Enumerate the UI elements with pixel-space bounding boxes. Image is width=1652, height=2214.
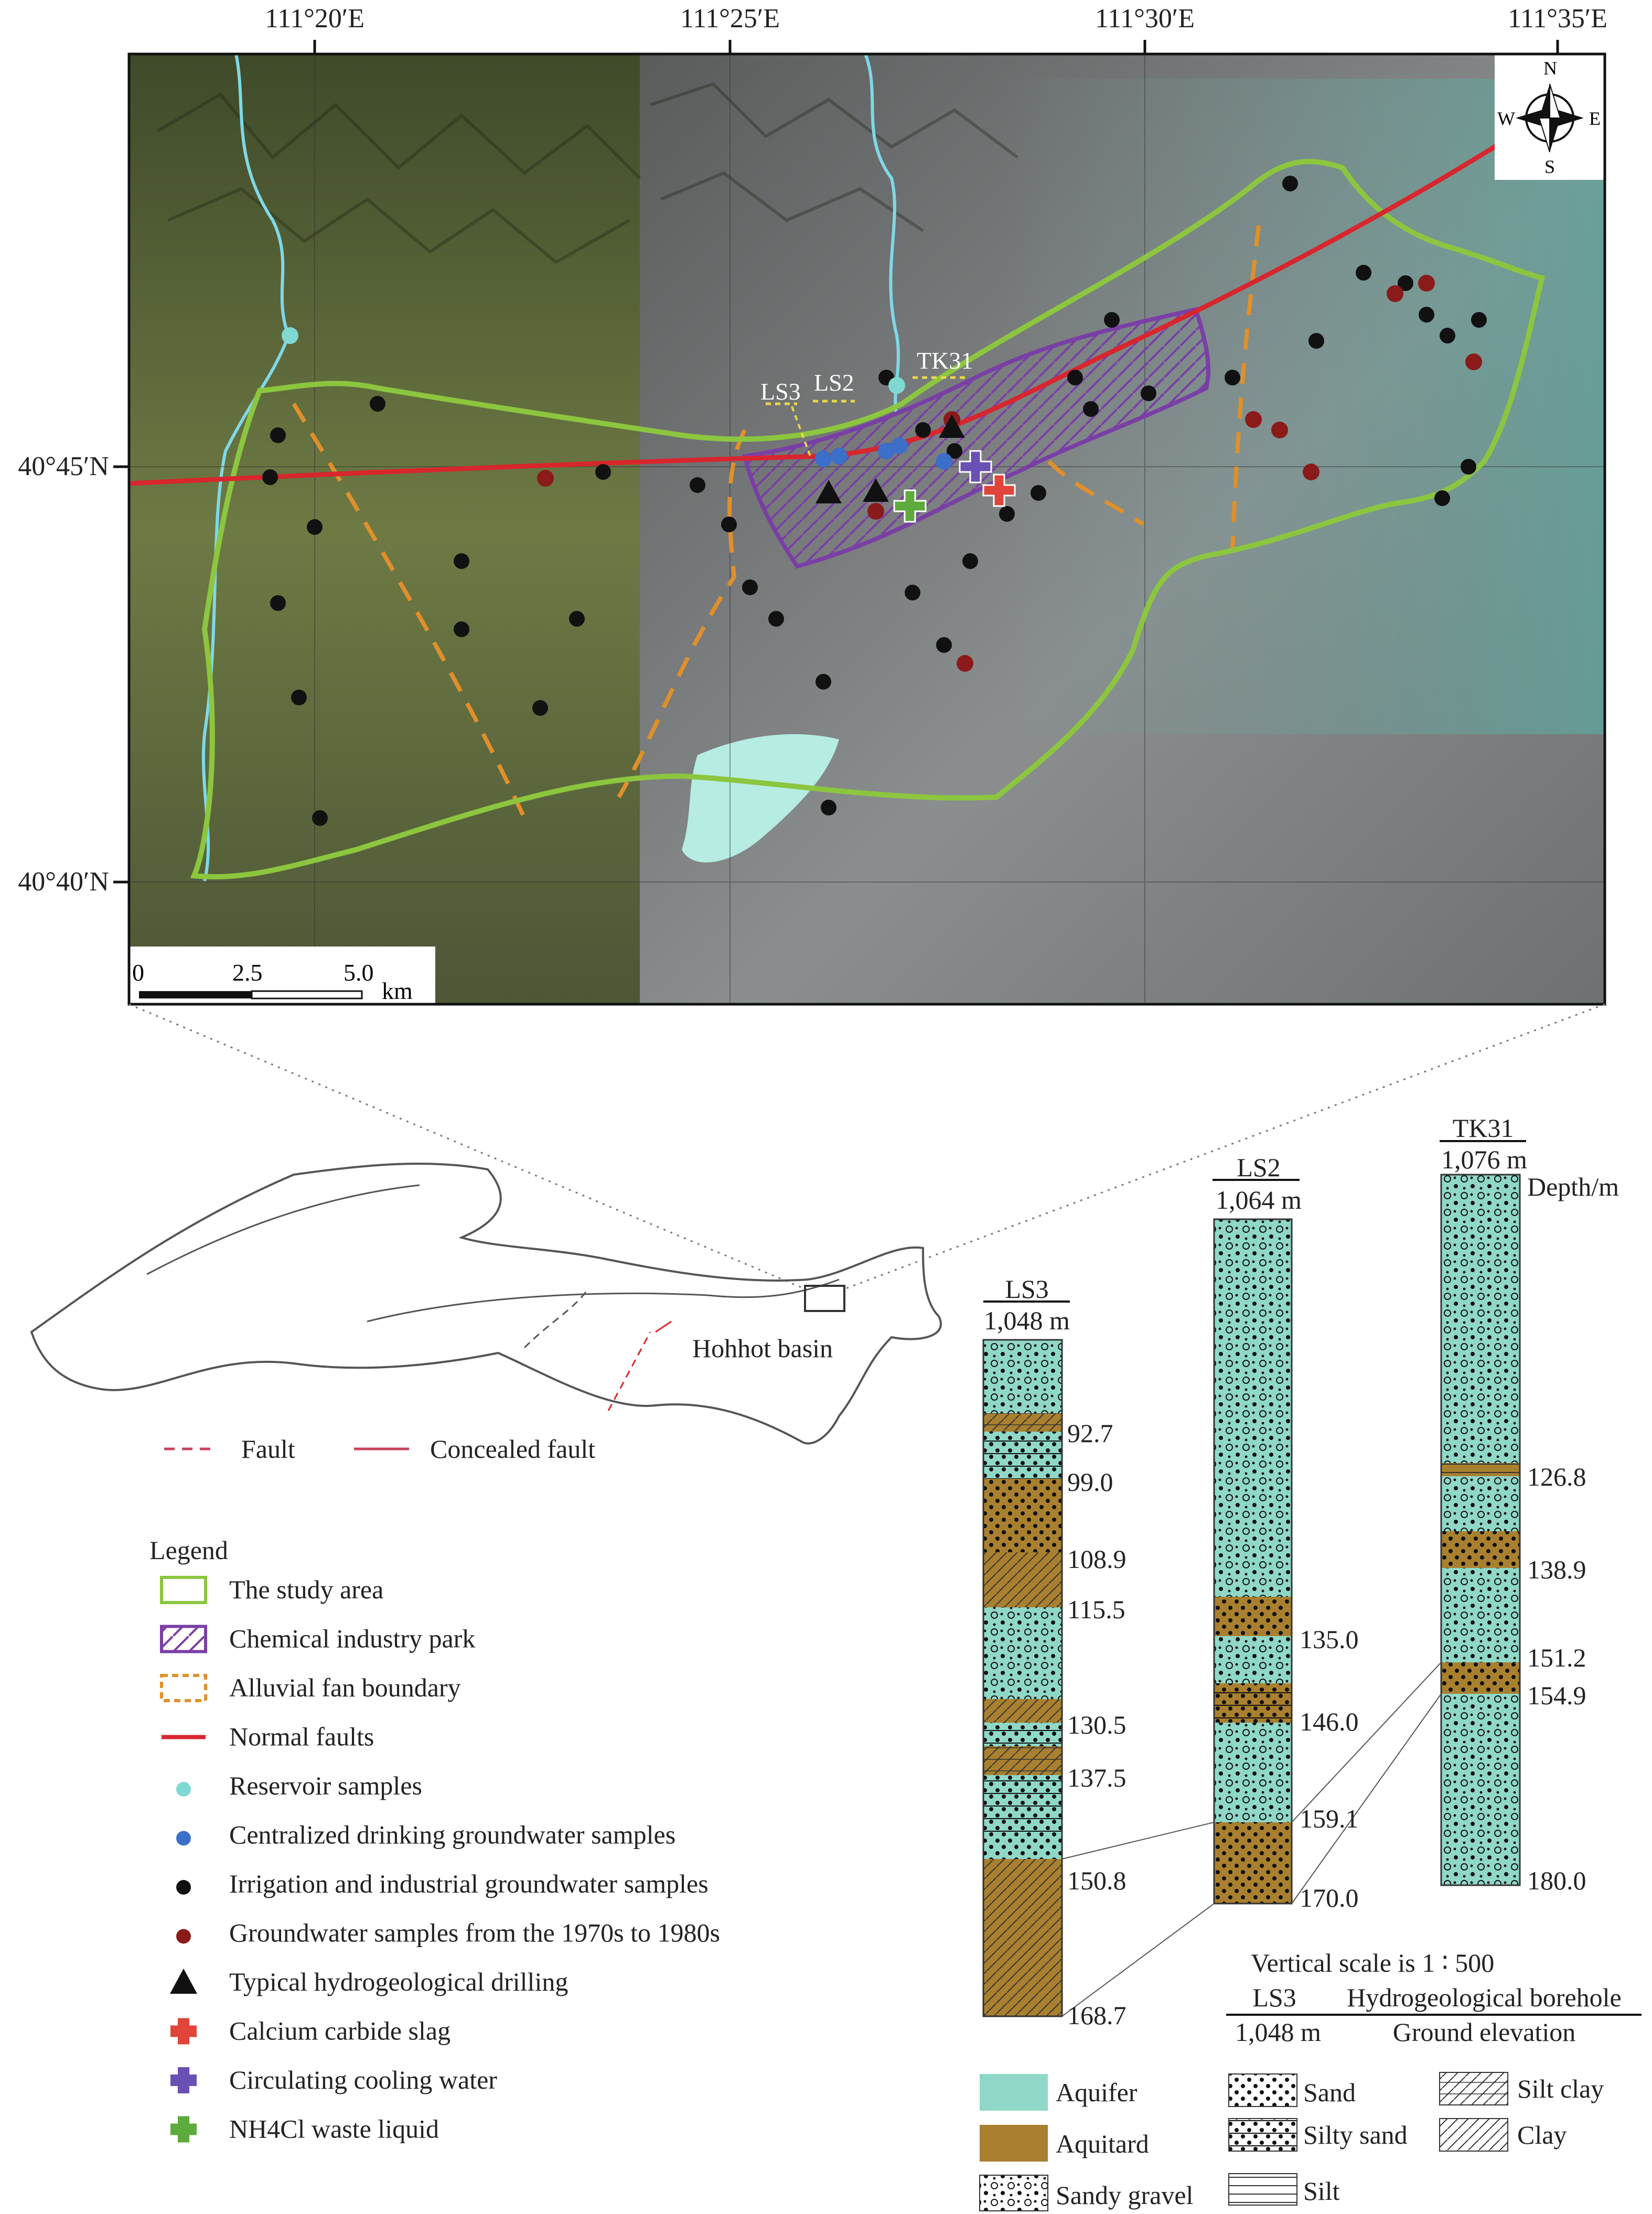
legend-label: Reservoir samples [229, 1771, 422, 1800]
key-elevation-desc: Ground elevation [1392, 2017, 1576, 2047]
vertical-scale: Vertical scale is 1 ∶ 500 [1251, 1948, 1495, 1977]
aquitard-label: Aquitard [1056, 2129, 1149, 2158]
legend-row-normal-fault [162, 1722, 374, 1751]
aquitard-swatch [980, 2125, 1048, 2162]
legend-label: Alluvial fan boundary [229, 1673, 461, 1702]
legend-row-reservoir-dot [176, 1771, 422, 1800]
inset-fault-label: Fault [241, 1434, 295, 1464]
silt-clay-label: Silt clay [1517, 2074, 1604, 2103]
ls2-depth: 146.0 [1300, 1707, 1359, 1736]
scale-tick-25: 2.5 [232, 959, 263, 986]
legend-label: Groundwater samples from the 1970s to 1980s [229, 1918, 720, 1948]
map-label-tk31: TK31 [917, 347, 973, 374]
ls3-depth: 168.7 [1067, 2001, 1127, 2030]
legend-symbol-historic-dot [176, 1929, 191, 1944]
key-elevation: 1,048 m [1235, 2017, 1321, 2047]
legend-label: Irrigation and industrial groundwater samples [229, 1869, 709, 1898]
depth-label: Depth/m [1527, 1172, 1619, 1201]
ls3-depth: 130.5 [1067, 1710, 1127, 1739]
compass-e: E [1589, 108, 1601, 129]
tk31-depth: 151.2 [1527, 1643, 1586, 1672]
legend-symbol-study-area [162, 1577, 206, 1603]
aquifer-swatch [980, 2074, 1048, 2111]
legend-symbol-irrigation-dot [176, 1880, 191, 1895]
legend-symbol-alluvial-fan [162, 1675, 206, 1701]
lithology-key [980, 2072, 1604, 2211]
clay-label: Clay [1517, 2120, 1567, 2149]
legend-row-irrigation-dot [176, 1869, 709, 1898]
silt-clay-swatch [1440, 2072, 1508, 2105]
tk31-depth: 154.9 [1527, 1681, 1586, 1710]
ls3-depth: 115.5 [1067, 1595, 1125, 1624]
ls2-elevation: 1,064 m [1216, 1185, 1302, 1215]
compass-n: N [1543, 58, 1557, 79]
lon-label-2035: 111°35′E [1507, 4, 1608, 34]
ls3-elevation: 1,048 m [984, 1306, 1070, 1335]
inset-basin-label: Hohhot basin [692, 1334, 833, 1363]
borehole-column-tk31 [1440, 1113, 1619, 1885]
sand-label: Sand [1303, 2078, 1356, 2107]
lat-label-4045: 40°45′N [18, 452, 109, 481]
ls3-depth: 99.0 [1067, 1467, 1113, 1497]
legend-row-alluvial-fan [162, 1673, 461, 1702]
legend-symbol-chemical-park [162, 1627, 206, 1652]
silt-swatch [1229, 2174, 1297, 2205]
lon-label-2030: 111°30′E [1095, 4, 1195, 34]
sandy-gravel-swatch [980, 2175, 1048, 2211]
silt-label: Silt [1303, 2176, 1340, 2206]
legend-symbol-cross [170, 2116, 197, 2143]
ls2-depth: 170.0 [1300, 1883, 1359, 1912]
lon-label-2025: 111°25′E [680, 4, 780, 34]
tk31-depth: 126.8 [1527, 1462, 1586, 1491]
ls3-depth: 150.8 [1067, 1866, 1127, 1895]
ls3-name: LS3 [1005, 1274, 1049, 1304]
compass-rose [1495, 54, 1605, 180]
legend-symbol-cross [170, 2018, 197, 2045]
ls3-depth: 137.5 [1067, 1763, 1127, 1792]
borehole-key [1226, 1983, 1642, 2047]
legend-symbol-drinking-dot [176, 1831, 191, 1846]
ls2-depth: 159.1 [1300, 1804, 1359, 1833]
inset-connectors [129, 1004, 1605, 1290]
legend-label: Normal faults [229, 1722, 374, 1751]
inset-faults [608, 1321, 671, 1411]
legend-label: Centralized drinking groundwater samples [229, 1820, 676, 1850]
legend-title: Legend [149, 1535, 228, 1565]
legend-label: The study area [229, 1575, 384, 1604]
scale-unit: km [382, 977, 413, 1004]
borehole-column-ls2 [1213, 1153, 1302, 1904]
tk31-depth: 138.9 [1527, 1555, 1586, 1584]
silty-sand-label: Silty sand [1303, 2120, 1408, 2149]
legend-label: Chemical industry park [229, 1624, 476, 1653]
ls3-depth: 92.7 [1067, 1418, 1113, 1448]
compass-w: W [1497, 108, 1515, 129]
legend-row-cross [170, 2016, 450, 2046]
tk31-elevation: 1,076 m [1441, 1145, 1527, 1174]
legend-label: Typical hydrogeological drilling [229, 1967, 568, 1996]
key-name-desc: Hydrogeological borehole [1347, 1983, 1622, 2012]
lat-label-4040: 40°40′N [18, 867, 109, 897]
scale-tick-50: 5.0 [344, 959, 374, 986]
legend-symbol-reservoir-dot [176, 1782, 191, 1797]
inset-study-box [805, 1286, 844, 1311]
aquifer-label: Aquifer [1056, 2078, 1138, 2107]
legend-label: NH4Cl waste liquid [229, 2114, 439, 2144]
legend-row-study-area [162, 1575, 383, 1604]
tk31-name: TK31 [1452, 1113, 1514, 1143]
legend-label: Circulating cooling water [229, 2065, 497, 2094]
clay-swatch [1440, 2119, 1508, 2151]
legend-row-drinking-dot [176, 1820, 675, 1850]
map-label-ls3: LS3 [760, 378, 801, 405]
legend-label: Calcium carbide slag [229, 2016, 451, 2046]
sand-swatch [1229, 2074, 1297, 2106]
inset-concealed-fault-label: Concealed fault [430, 1434, 596, 1464]
sandy-gravel-label: Sandy gravel [1056, 2180, 1194, 2210]
scale-bar [129, 947, 435, 1004]
legend-row-drilling-triangle [170, 1967, 568, 1996]
ls2-depth: 135.0 [1300, 1625, 1359, 1654]
borehole-column-ls3 [983, 1274, 1070, 2016]
tk31-depth: 180.0 [1527, 1866, 1586, 1895]
legend-symbol-cross [170, 2067, 197, 2094]
borehole-columns [983, 1113, 1642, 2047]
map-panel [129, 54, 1605, 1004]
legend-row-cross [170, 2065, 497, 2094]
legend [149, 1535, 720, 2144]
compass-s: S [1544, 156, 1556, 177]
legend-row-cross [170, 2114, 439, 2144]
ls3-depth: 108.9 [1067, 1544, 1127, 1574]
legend-row-historic-dot [176, 1918, 720, 1948]
legend-symbol-drilling-triangle [170, 1969, 197, 1994]
map-imagery-left [129, 54, 682, 1004]
key-name: LS3 [1252, 1983, 1296, 2012]
lon-label-2020: 111°20′E [264, 4, 365, 34]
silty-sand-swatch [1229, 2119, 1297, 2151]
scale-tick-0: 0 [132, 959, 144, 986]
ls2-name: LS2 [1237, 1153, 1281, 1182]
map-label-ls2: LS2 [814, 369, 854, 396]
legend-row-chemical-park [162, 1624, 475, 1653]
